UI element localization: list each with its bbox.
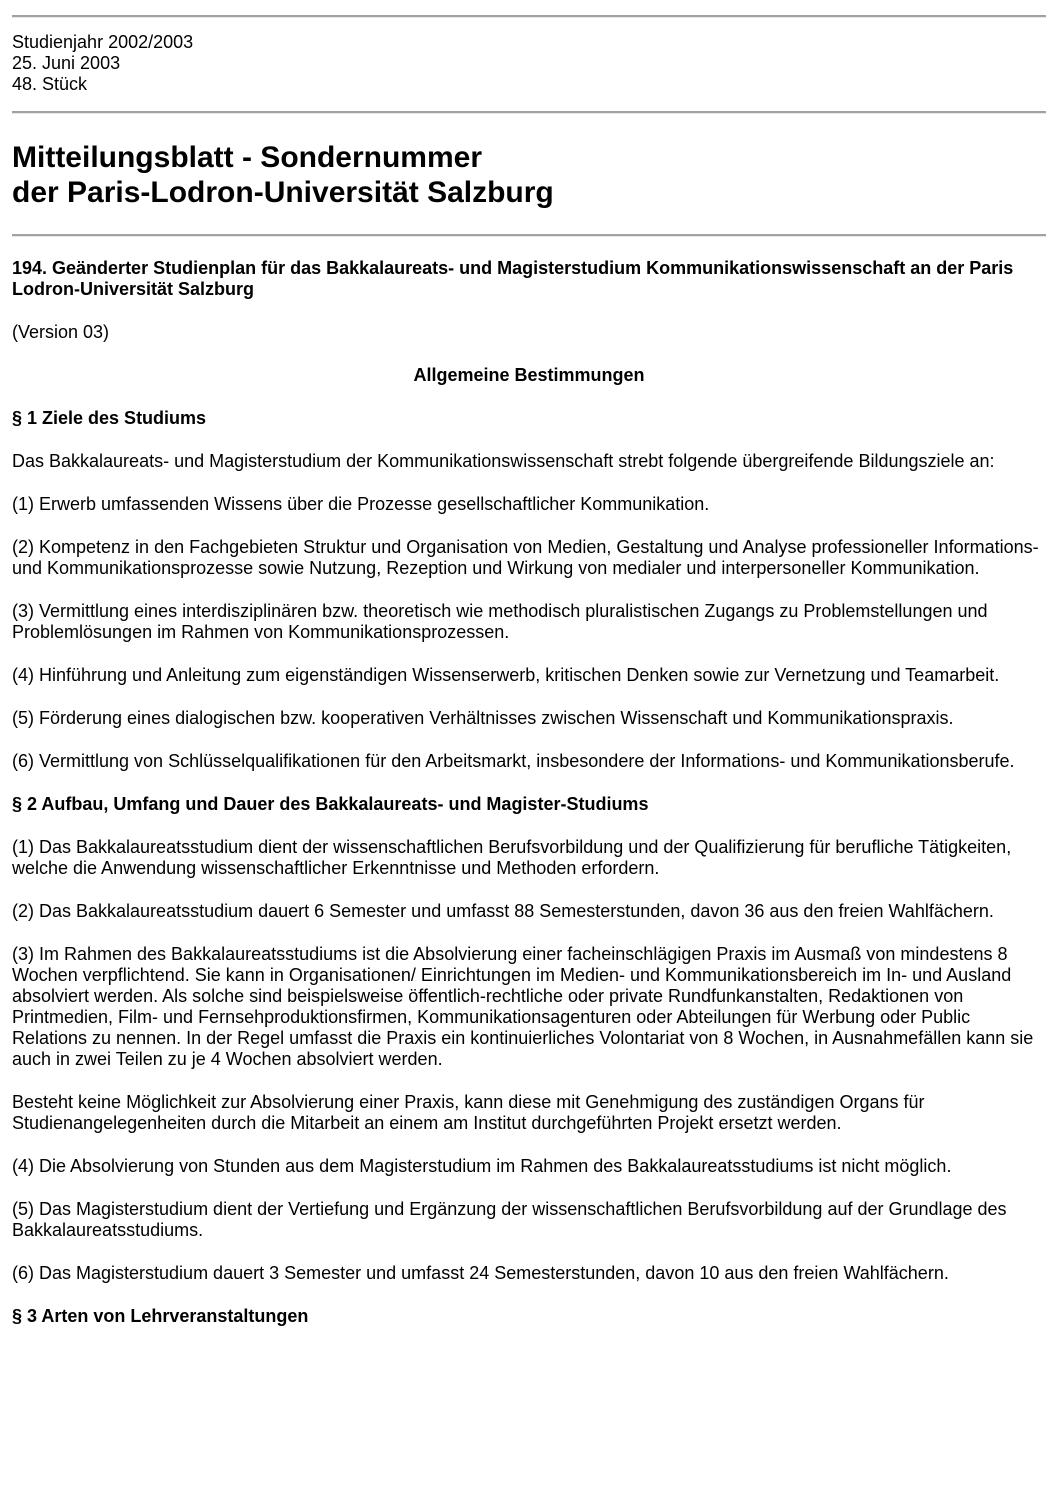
top-divider (12, 15, 1046, 17)
section-2-item-2: (2) Das Bakkalaureatsstudium dauert 6 Semester und umfasst 88 Semesterstunden, davon 36 aus den freien Wahlfächern. (12, 901, 994, 921)
page-title (12, 140, 1046, 210)
masthead (12, 32, 1046, 95)
section-1-intro: Das Bakkalaureats- und Magisterstudium der Kommunikationswissenschaft strebt folgende übergreifende Bildungsziele an: (12, 451, 995, 471)
section-2-praxis-alternative: Besteht keine Möglichkeit zur Absolvierung einer Praxis, kann diese mit Genehmigung des zuständigen Organs für Studienangelegenheiten durch die Mitarbeit an einem am Institut durchgeführten Projekt ersetzt werden. (12, 1092, 925, 1133)
masthead-issue-number: 48. Stück (12, 74, 88, 94)
section-1-item-5: (5) Förderung eines dialogischen bzw. kooperativen Verhältnisses zwischen Wissenschaft und Kommunikationspraxis. (12, 708, 954, 728)
section-1-item-3: (3) Vermittlung eines interdisziplinären bzw. theoretisch wie methodisch pluralistischen Zugangs zu Problemstellungen und Problemlösungen im Rahmen von Kommunikationsprozessen. (12, 601, 988, 642)
version-note: (Version 03) (12, 322, 110, 342)
section-3-heading: § 3 Arten von Lehrveranstaltungen (12, 1306, 309, 1326)
section-2-item-6: (6) Das Magisterstudium dauert 3 Semester und umfasst 24 Semesterstunden, davon 10 aus den freien Wahlfächern. (12, 1263, 949, 1283)
page-title-line-2: der Paris-Lodron-Universität Salzburg (12, 176, 554, 209)
section-1-item-4: (4) Hinführung und Anleitung zum eigenständigen Wissenserwerb, kritischen Denken sowie zur Vernetzung und Teamarbeit. (12, 665, 1000, 685)
section-1-item-2: (2) Kompetenz in den Fachgebieten Struktur und Organisation von Medien, Gestaltung und Analyse professioneller Informations- und Kommunikationsprozesse sowie Nutzung, Rezeption und Wirkung von medialer und interpersoneller Kommunikation. (12, 537, 1039, 578)
section-2-heading: § 2 Aufbau, Umfang und Dauer des Bakkalaureats- und Magister-Studiums (12, 794, 649, 814)
title-divider (12, 234, 1046, 236)
masthead-divider (12, 111, 1046, 113)
masthead-date: 25. Juni 2003 (12, 53, 121, 73)
masthead-studienjahr: Studienjahr 2002/2003 (12, 32, 194, 52)
article-heading: 194. Geänderter Studienplan für das Bakkalaureats- und Magisterstudium Kommunikationswissenschaft an der Paris Lodron-Universität Salzburg (12, 258, 1014, 299)
section-1-item-6: (6) Vermittlung von Schlüsselqualifikationen für den Arbeitsmarkt, insbesondere der Informations- und Kommunikationsberufe. (12, 751, 1015, 771)
section-1-heading: § 1 Ziele des Studiums (12, 408, 207, 428)
section-1-item-1: (1) Erwerb umfassenden Wissens über die Prozesse gesellschaftlicher Kommunikation. (12, 494, 710, 514)
page-title-line-1: Mitteilungsblatt - Sondernummer (12, 141, 483, 174)
section-2-item-3: (3) Im Rahmen des Bakkalaureatsstudiums ist die Absolvierung einer facheinschlägigen Praxis im Ausmaß von mindestens 8 Wochen verpflichtend. Sie kann in Organisationen/ Einrichtungen im Medien- und Kommunikationsbereich im In- und Ausland absolviert werden. Als solche sind beispielsweise öffentlich-rechtliche oder private Rundfunkanstalten, Redaktionen von Printmedien, Film- und Fernsehproduktionsfirmen, Kommunikationsagenturen oder Abteilungen für Werbung oder Public Relations zu nennen. In der Regel umfasst die Praxis ein kontinuierliches Volontariat von 8 Wochen, in Ausnahmefällen kann sie auch in zwei Teilen zu je 4 Wochen absolviert werden. (12, 944, 1034, 1069)
section-2-item-1: (1) Das Bakkalaureatsstudium dient der wissenschaftlichen Berufsvorbildung und der Qualifizierung für berufliche Tätigkeiten, welche die Anwendung wissenschaftlicher Erkenntnisse und Methoden erfordern. (12, 837, 1012, 878)
section-2-item-5: (5) Das Magisterstudium dient der Vertiefung und Ergänzung der wissenschaftlichen Berufsvorbildung auf der Grundlage des Bakkalaureatsstudiums. (12, 1199, 1007, 1240)
section-2-item-4: (4) Die Absolvierung von Stunden aus dem Magisterstudium im Rahmen des Bakkalaureatsstudiums ist nicht möglich. (12, 1156, 952, 1176)
part-title: Allgemeine Bestimmungen (413, 365, 645, 385)
